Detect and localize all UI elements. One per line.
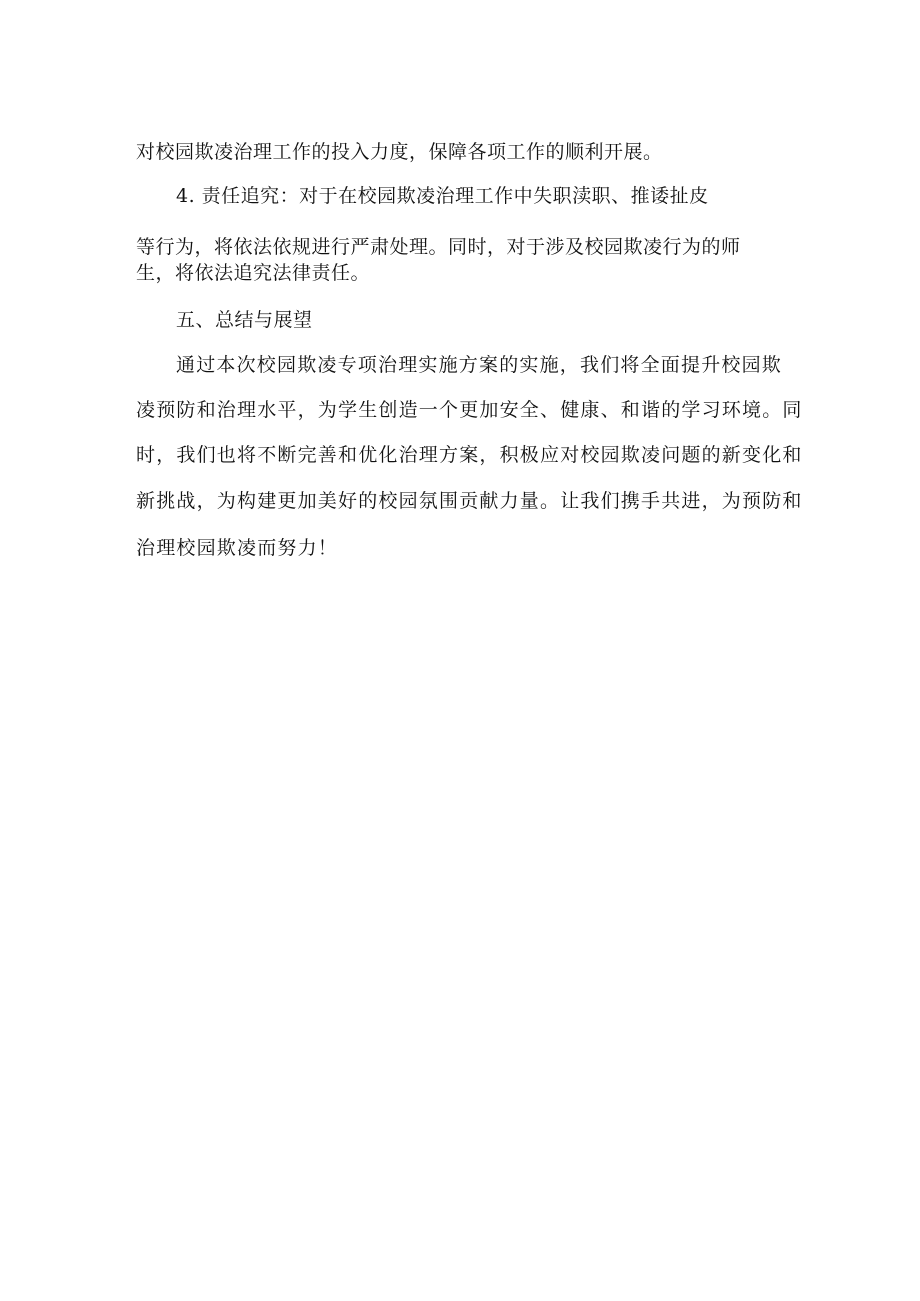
paragraph-line: 生，将依法追究法律责任。	[136, 262, 371, 284]
paragraph-line: 时，我们也将不断完善和优化治理方案，积极应对校园欺凌问题的新变化和	[136, 444, 803, 466]
paragraph-line: 等行为，将依法依规进行严肃处理。同时，对于涉及校园欺凌行为的师	[136, 236, 741, 258]
section-heading: 五、总结与展望	[176, 309, 313, 331]
paragraph-line: 新挑战，为构建更加美好的校园氛围贡献力量。让我们携手共进，为预防和	[136, 490, 803, 512]
paragraph-line: 对校园欺凌治理工作的投入力度，保障各项工作的顺利开展。	[136, 141, 663, 163]
paragraph-line: 治理校园欺凌而努力！	[136, 537, 339, 559]
paragraph-line: 4. 责任追究：对于在校园欺凌治理工作中失职渎职、推诿扯皮	[176, 185, 709, 207]
paragraph-line: 通过本次校园欺凌专项治理实施方案的实施，我们将全面提升校园欺	[176, 354, 783, 376]
paragraph-line: 凌预防和治理水平，为学生创造一个更加安全、健康、和谐的学习环境。同	[136, 399, 803, 421]
